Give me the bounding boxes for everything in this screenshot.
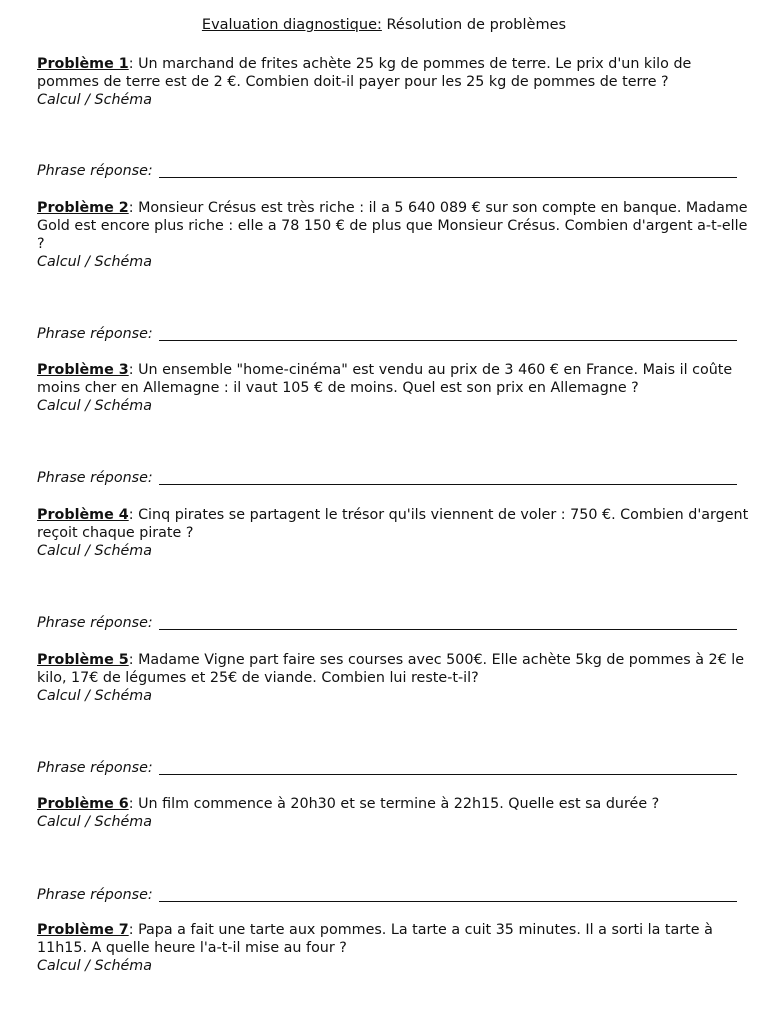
problem-2 [37,199,749,271]
problem-6-answer-line[interactable] [159,901,737,902]
problem-3-calc-label: Calcul / Schéma [37,398,152,414]
problem-2-calc-label: Calcul / Schéma [37,254,152,270]
problem-4 [37,506,749,560]
problem-2-text: : Monsieur Crésus est très riche : il a 5 640 089 € sur son compte en banque. Madame Gold est encore plus riche : elle a 78 150 € de plus que Monsieur Crésus. Combien d'argent a-t-elle ? [37,200,748,252]
problem-1-calc-label: Calcul / Schéma [37,92,152,108]
problem-1 [37,55,749,109]
problem-6-calc-label: Calcul / Schéma [37,814,152,830]
problem-2-answer-label: Phrase réponse: [37,326,153,342]
page-title [0,16,768,34]
problem-5 [37,651,749,705]
problem-2-label: Problème 2 [37,200,129,216]
problem-6-label: Problème 6 [37,796,129,812]
problem-1-label: Problème 1 [37,56,129,72]
problem-6 [37,795,749,831]
problem-4-answer-label: Phrase réponse: [37,615,153,631]
problem-5-text: : Madame Vigne part faire ses courses avec 500€. Elle achète 5kg de pommes à 2€ le kilo, 17€ de légumes et 25€ de viande. Combien lui reste-t-il? [37,652,745,686]
problem-4-answer [37,614,737,632]
problem-1-text: : Un marchand de frites achète 25 kg de pommes de terre. Le prix d'un kilo de pommes de terre est de 2 €. Combien doit-il payer pour les 25 kg de pommes de terre ? [37,56,692,90]
problem-2-answer [37,325,737,343]
problem-4-answer-line[interactable] [159,629,737,630]
problem-4-text: : Cinq pirates se partagent le trésor qu'ils viennent de voler : 750 €. Combien d'argent reçoit chaque pirate ? [37,507,749,541]
problem-5-answer-line[interactable] [159,774,737,775]
problem-3-answer-line[interactable] [159,484,737,485]
problem-1-answer [37,162,737,180]
title-part-2: Résolution de problèmes [381,17,567,33]
problem-5-answer-label: Phrase réponse: [37,760,153,776]
problem-3 [37,361,749,415]
problem-5-answer [37,759,737,777]
problem-3-text: : Un ensemble "home-cinéma" est vendu au prix de 3 460 € en France. Mais il coûte moins cher en Allemagne : il vaut 105 € de moins. Quel est son prix en Allemagne ? [37,362,733,396]
problem-4-calc-label: Calcul / Schéma [37,543,152,559]
problem-4-label: Problème 4 [37,507,129,523]
problem-5-calc-label: Calcul / Schéma [37,688,152,704]
problem-5-label: Problème 5 [37,652,129,668]
problem-7-calc-label: Calcul / Schéma [37,958,152,974]
problem-7-text: : Papa a fait une tarte aux pommes. La tarte a cuit 35 minutes. Il a sorti la tarte à 11h15. A quelle heure l'a-t-il mise au four ? [37,922,713,956]
problem-1-answer-line[interactable] [159,177,737,178]
problem-6-answer [37,886,737,904]
problem-3-label: Problème 3 [37,362,129,378]
problem-6-answer-label: Phrase réponse: [37,887,153,903]
problem-1-answer-label: Phrase réponse: [37,163,153,179]
problem-3-answer [37,469,737,487]
problem-2-answer-line[interactable] [159,340,737,341]
problem-7-label: Problème 7 [37,922,129,938]
title-part-1: Evaluation diagnostique: [201,17,382,33]
problem-7 [37,921,749,975]
problem-3-answer-label: Phrase réponse: [37,470,153,486]
problem-6-text: : Un film commence à 20h30 et se termine à 22h15. Quelle est sa durée ? [128,796,660,812]
